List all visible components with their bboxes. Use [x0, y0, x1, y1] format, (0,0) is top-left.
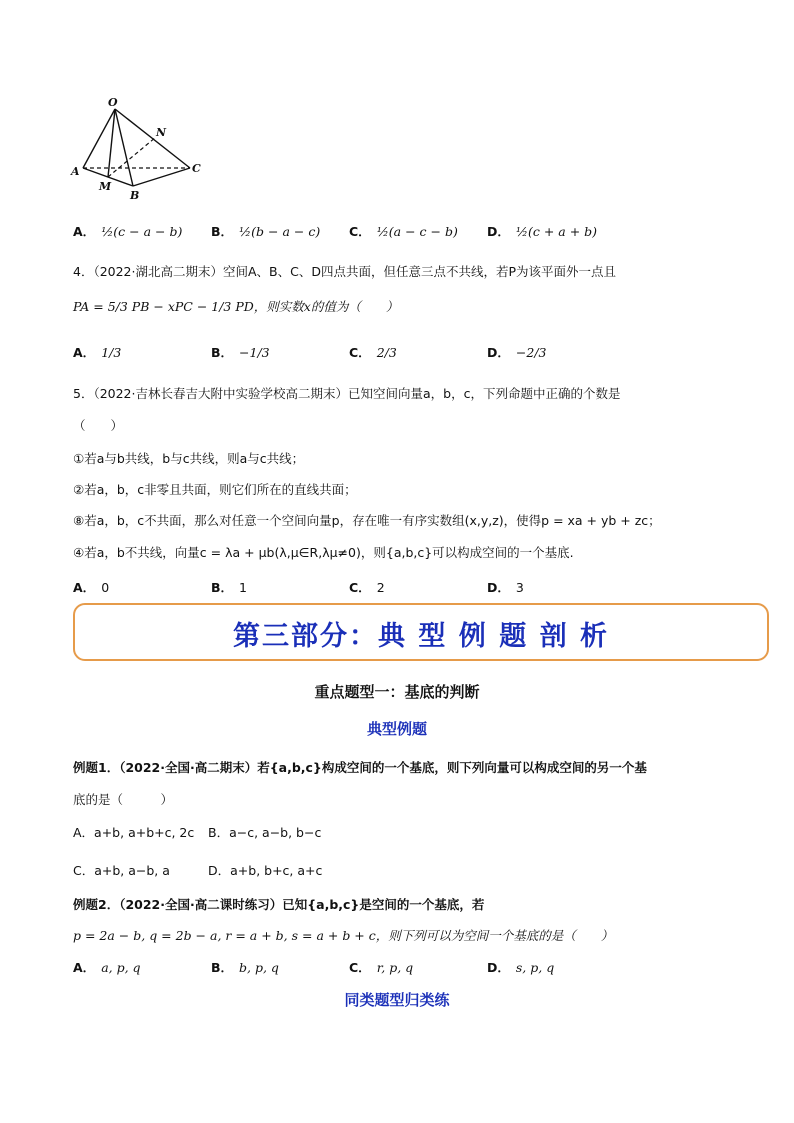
ex2-option-d: D． s, p, q — [487, 960, 555, 975]
q5-option-a: A． 0 — [73, 580, 110, 595]
ex2-stem-line1: 例题2．（2022·全国·高二课时练习）已知{a,b,c}是空间的一个基底，若 — [73, 897, 485, 912]
q3-option-b: B． ½(b − a − c) — [211, 224, 321, 239]
ex2-option-c: C． r, p, q — [349, 960, 414, 975]
ex2-option-a: A． a, p, q — [73, 960, 141, 975]
q4-option-b: B． −1/3 — [211, 345, 270, 360]
vertex-label-o: O — [108, 96, 118, 109]
q4-option-a: A． 1/3 — [73, 345, 122, 360]
vertex-label-c: C — [192, 162, 201, 175]
q4-options — [73, 343, 733, 369]
q5-stem-line1: 5．（2022·吉林长春吉大附中实验学校高二期末）已知空间向量a，b，c，下列命题中正确的个数是 — [73, 386, 621, 401]
vertex-label-b: B — [130, 189, 140, 202]
q5-options — [73, 578, 733, 604]
ex1-stem-line1: 例题1．（2022·全国·高二期末）若{a,b,c}构成空间的一个基底，则下列向量可以构成空间的另一个基 — [73, 760, 647, 775]
section-banner — [73, 603, 769, 661]
q5-statement-4: ④若a，b不共线，向量c = λa + μb(λ,μ∈R,λμ≠0)，则{a,b,c}可以构成空间的一个基底. — [73, 545, 574, 560]
ex2-option-b: B． b, p, q — [211, 960, 279, 975]
example-header: 典型例题 — [366, 720, 427, 738]
vertex-label-n: N — [156, 126, 167, 139]
tetrahedron-figure — [68, 96, 208, 206]
q3-option-c: C． ½(a − c − b) — [349, 224, 458, 239]
q5-option-b: B． 1 — [211, 580, 247, 595]
q4-stem-line1: 4．（2022·湖北高二期末）空间A、B、C、D四点共面，但任意三点不共线，若P为该平面外一点且 — [73, 264, 617, 279]
ex1-option-a: A．a+b, a+b+c, 2c — [73, 825, 195, 840]
ex1-option-c: C．a+b, a−b, a — [73, 863, 170, 878]
ex2-stem-line2: p = 2a − b, q = 2b − a, r = a + b, s = a + b + c，则下列可以为空间一个基底的是（ ） — [73, 928, 614, 943]
q5-stem-line2: （ ） — [73, 418, 124, 433]
q5-statement-3: ⑧若a，b，c不共面，那么对任意一个空间向量p，存在唯一有序实数组(x,y,z)，使得p = xa + yb + zc； — [73, 513, 661, 528]
q3-option-d: D． ½(c + a + b) — [487, 224, 598, 239]
q5-option-d: D． 3 — [487, 580, 524, 595]
q5-option-c: C． 2 — [349, 580, 385, 595]
q4-stem-line2: PA = 5/3 PB − xPC − 1/3 PD，则实数x的值为（ ） — [73, 299, 399, 314]
q4-option-c: C． 2/3 — [349, 345, 397, 360]
q4-option-d: D． −2/3 — [487, 345, 547, 360]
section-banner-title: 第三部分：典 型 例 题 剖 析 — [233, 621, 609, 652]
practice-header: 同类题型归类练 — [344, 991, 450, 1009]
vertex-label-a: A — [71, 165, 80, 178]
ex1-option-b: B．a−c, a−b, b−c — [208, 825, 322, 840]
q5-statement-1: ①若a与b共线，b与c共线，则a与c共线； — [73, 451, 305, 466]
q3-options — [73, 222, 733, 248]
section-title: 重点题型一：基底的判断 — [314, 683, 480, 701]
vertex-label-m: M — [99, 180, 112, 193]
q3-option-a: A． ½(c − a − b) — [73, 224, 183, 239]
q5-statement-2: ②若a，b，c非零且共面，则它们所在的直线共面； — [73, 482, 357, 497]
ex2-options — [73, 958, 733, 984]
ex1-stem-line2: 底的是（ ） — [73, 792, 174, 807]
ex1-option-d: D．a+b, b+c, a+c — [208, 863, 323, 878]
